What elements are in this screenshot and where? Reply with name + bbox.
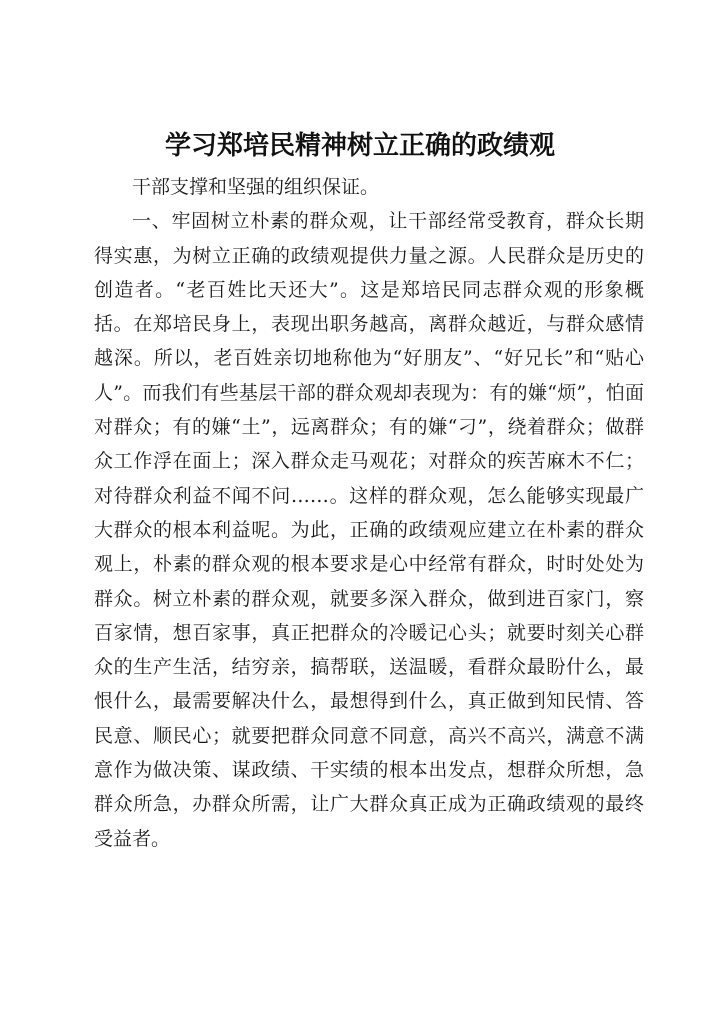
paragraph-mass-view: 一、牢固树立朴素的群众观，让干部经常受教育，群众长期得实惠，为树立正确的政绩观提供力量之源。人民群众是历史的创造者。“老百姓比天还大”。这是郑培民同志群众观的形象概括。在郑培民身上，表现出职务越高，离群众越近，与群众感情越深。所以，老百姓亲切地称他为“好朋友”、“好兄长”和“贴心人”。而我们有些基层干部的群众观却表现为：有的嫌“烦”，怕面对群众；有的嫌“土”，远离群众；有的嫌“刁”，绕着群众；做群众工作浮在面上；深入群众走马观花；对群众的疾苦麻木不仁；对待群众利益不闻不问……。这样的群众观，怎么能够实现最广大群众的根本利益呢。为此，正确的政绩观应建立在朴素的群众观上，朴素的群众观的根本要求是心中经常有群众，时时处处为群众。树立朴素的群众观，就要多深入群众，做到进百家门，察百家情，想百家事，真正把群众的冷暖记心头；就要时刻关心群众的生产生活，结穷亲，搞帮联，送温暖，看群众最盼什么，最恨什么，最需要解决什么，最想得到什么，真正做到知民情、答民意、顺民心；就要把群众同意不同意，高兴不高兴，满意不满意作为做决策、谋政绩、干实绩的根本出发点，想群众所想，急群众所急，办群众所需，让广大群众真正成为正确政绩观的最终受益者。 [94, 210, 644, 850]
document-title: 学习郑培民精神树立正确的政绩观 [164, 131, 555, 161]
document-body [94, 170, 644, 856]
paragraph-intro: 干部支撑和坚强的组织保证。 [132, 176, 380, 198]
